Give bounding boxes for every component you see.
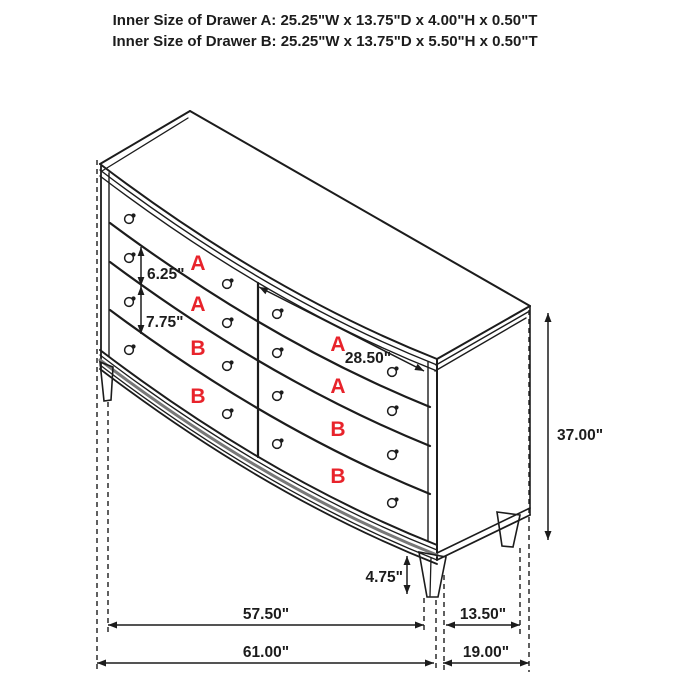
top-back-edge (190, 111, 530, 306)
top-face (100, 111, 530, 371)
dim-label-overall-height: 37.00" (557, 427, 604, 444)
knob (223, 278, 234, 288)
dim-overall-depth (443, 644, 529, 667)
knob (273, 308, 284, 318)
dresser-drawing (100, 111, 530, 597)
front-right-leg-corner (430, 558, 431, 596)
dim-label-overall-depth: 19.00" (462, 644, 510, 661)
dim-label-overall-width: 61.00" (242, 644, 290, 661)
knob (125, 344, 136, 354)
knob (125, 296, 136, 306)
drawer-label-left-2: A (190, 293, 206, 316)
knob (273, 438, 284, 448)
title-line-2: Inner Size of Drawer B: 25.25"W x 13.75"D x 5.50"H x 0.50"T (112, 33, 538, 50)
dim-drawer-a-height (138, 247, 185, 286)
side-bottom-edge-2 (437, 515, 530, 560)
knob (125, 252, 136, 262)
knob (223, 360, 234, 370)
dim-foot-depth (446, 606, 520, 629)
dim-label-drawer-width: 28.50" (344, 350, 392, 367)
knob (223, 317, 234, 327)
drawer-label-right-2: A (330, 375, 346, 398)
dimension-annotations (97, 247, 603, 667)
knob (388, 449, 399, 459)
dim-leg-height (365, 556, 410, 594)
dim-label-drawer-a-height: 6.25" (147, 266, 185, 283)
rail-line-1 (100, 355, 437, 550)
legs (100, 362, 520, 597)
knob (388, 497, 399, 507)
bottom-rail (100, 350, 437, 564)
drawer-label-right-3: B (330, 418, 346, 441)
dim-drawer-width (259, 287, 424, 371)
extension-lines (97, 160, 529, 672)
drawer-label-left-4: B (190, 385, 206, 408)
top-left-thickness (102, 118, 188, 171)
dim-overall-width (97, 644, 434, 667)
top-right-edge (437, 306, 530, 359)
knob (223, 408, 234, 418)
dim-front-width (108, 606, 424, 629)
top-side-thickness-2 (435, 318, 526, 371)
dim-label-drawer-b-height: 7.75" (146, 314, 184, 331)
dim-overall-height (545, 313, 604, 540)
dim-label-front-width: 57.50" (242, 606, 290, 623)
drawer-label-left-3: B (190, 337, 206, 360)
dim-label-leg-height: 4.75" (365, 569, 403, 586)
top-side-thickness-1 (436, 312, 528, 365)
rail-top (100, 350, 437, 545)
drawer-label-right-1: A (330, 333, 346, 356)
dim-label-foot-depth: 13.50" (459, 606, 507, 623)
right-side-panel (437, 306, 530, 560)
drawer-letters (190, 252, 345, 488)
knob (388, 405, 399, 415)
knob (388, 366, 399, 376)
top-left-edge (100, 111, 190, 164)
title-line-1: Inner Size of Drawer A: 25.25"W x 13.75"D x 4.00"H x 0.50"T (112, 12, 538, 29)
knob (273, 390, 284, 400)
knob (125, 213, 136, 223)
drawer-label-left-1: A (190, 252, 206, 275)
drawer-label-right-4: B (330, 465, 346, 488)
knob (273, 347, 284, 357)
